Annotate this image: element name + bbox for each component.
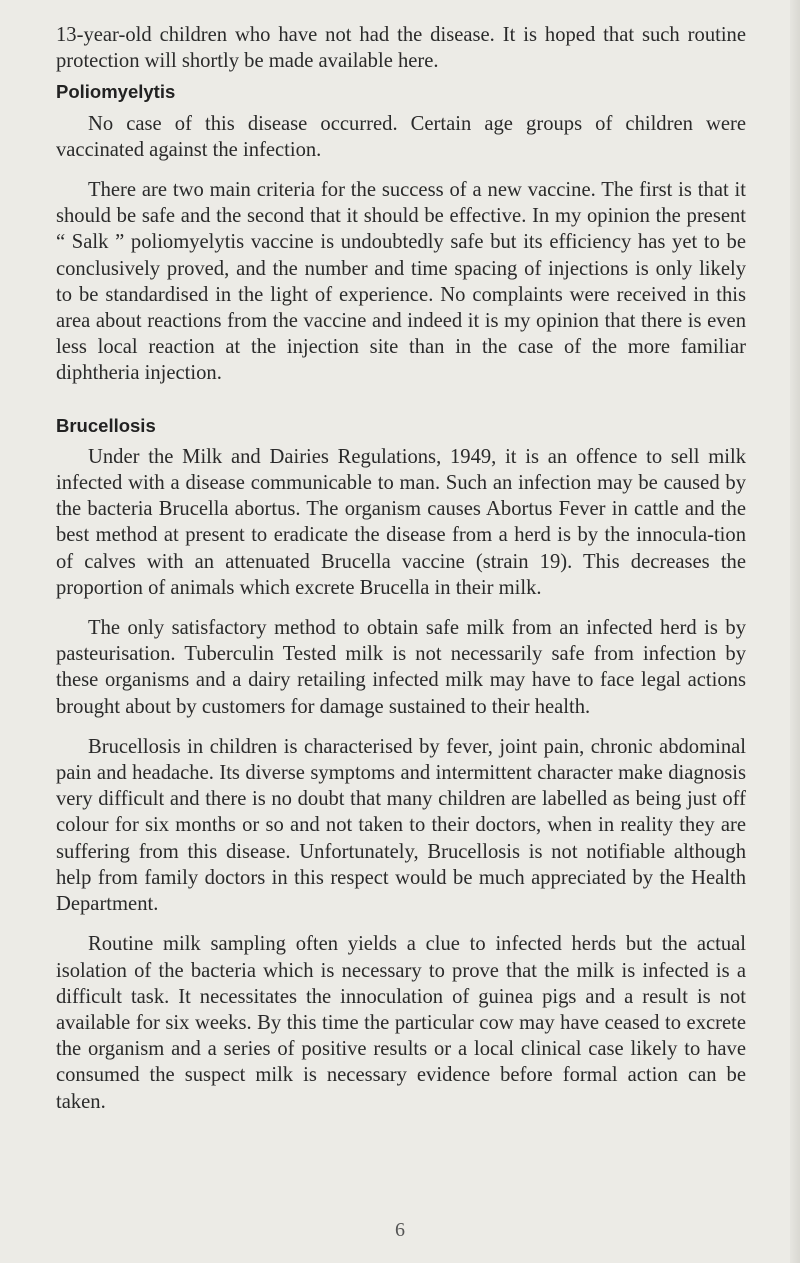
brucellosis-paragraph-3: Brucellosis in children is characterised by fever, joint pain, chronic abdominal pain and headache. Its diverse symptoms and intermittent character make diagnosis very difficult and there is no doubt that many children are labelled as being just off colour for six months or so and not taken to their doctors, when in reality they are suffering from this disease. Unfortunately, Brucellosis is not notifiable although help from family doctors in this respect would be much appreciated by the Health Department. xyxy=(56,735,746,916)
page-number: 6 xyxy=(395,1219,405,1241)
polio-paragraph-1: No case of this disease occurred. Certain age groups of children were vaccinated against the infection. xyxy=(56,112,746,161)
brucellosis-paragraph-4: Routine milk sampling often yields a clue to infected herds but the actual isolation of the bacteria which is necessary to prove that the milk is infected is a difficult task. It necessitates the innoculation of guinea pigs and a result is not available for six weeks. By this time the particular cow may have ceased to excrete the organism and a series of positive results or a local clinical case likely to have consumed the suspect milk is necessary evidence before formal action can be taken. xyxy=(56,933,746,1113)
brucellosis-paragraph-1: Under the Milk and Dairies Regulations, 1949, it is an offence to sell milk infected with a disease communicable to man. Such an infection may be caused by the bacteria Brucella abortus. The organism causes Abortus Fever in cattle and the best method at present to eradicate the disease from a herd is by the innocula-tion of calves with an attenuated Brucella vaccine (strain 19). This decreases the proportion of animals which excrete Brucella in their milk. xyxy=(56,445,746,599)
intro-paragraph: 13-year-old children who have not had the disease. It is hoped that such routine protection will shortly be made available here. xyxy=(56,24,746,73)
section-heading-poliomyelytis: Poliomyelytis xyxy=(56,81,176,103)
page-edge-shadow xyxy=(790,0,800,1263)
page-content xyxy=(56,22,746,1115)
section-heading-brucellosis: Brucellosis xyxy=(56,414,156,436)
brucellosis-paragraph-2: The only satisfactory method to obtain safe milk from an infected herd is by pasteurisation. Tuberculin Tested milk is not necessarily safe from infection by these organisms and a dairy retailing infected milk may have to face legal actions brought about by customers for damage sustained to their health. xyxy=(56,617,746,718)
polio-paragraph-2: There are two main criteria for the success of a new vaccine. The first is that it should be safe and the second that it should be effective. In my opinion the present “ Salk ” poliomyelytis vaccine is undoubtedly safe but its efficiency has yet to be conclusively proved, and the number and time spacing of injections is only likely to be standardised in the light of experience. No complaints were received in this area about reactions from the vaccine and indeed it is my opinion that there is even less local reaction at the injection site than in the case of the more familiar diphtheria injection. xyxy=(56,179,746,385)
